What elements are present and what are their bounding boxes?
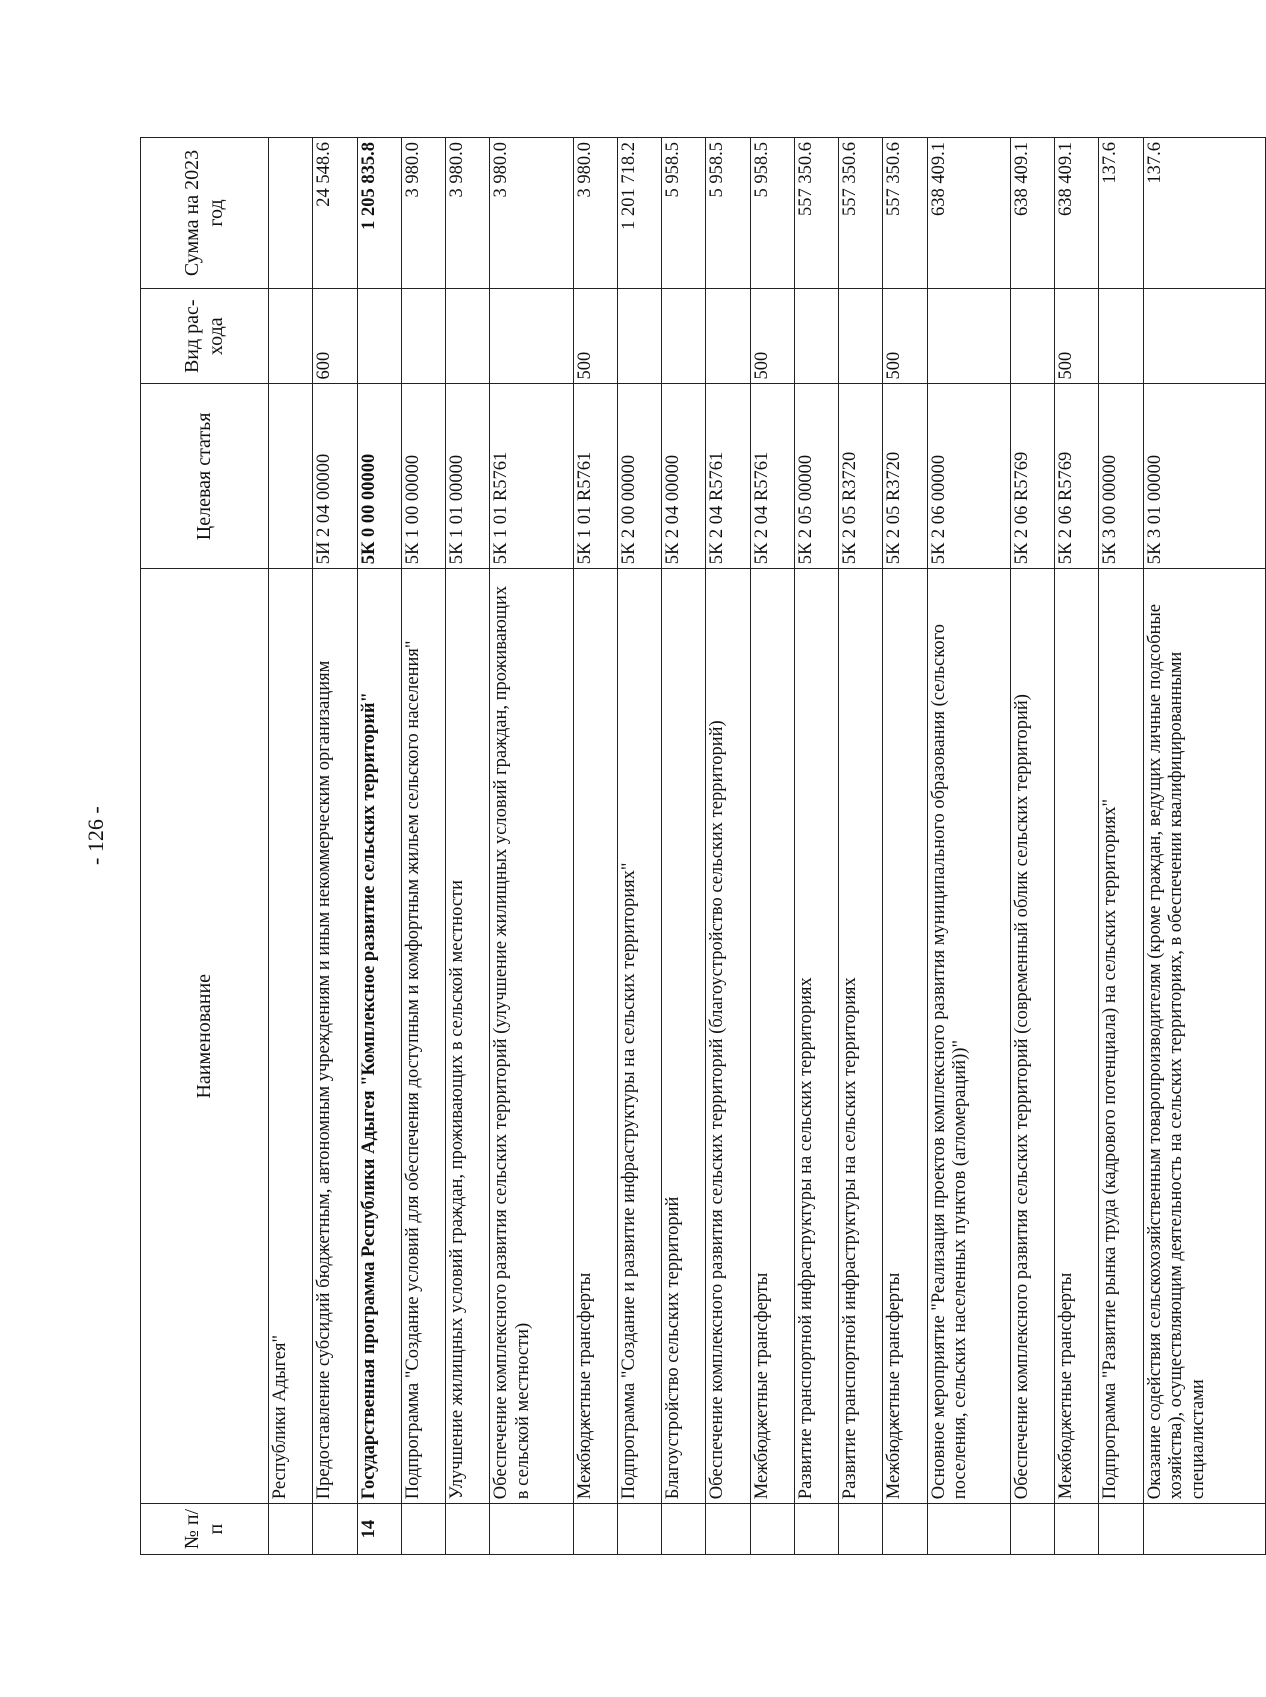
row-number	[313, 1504, 357, 1555]
table-row	[927, 138, 1010, 1555]
rotated-table-container	[140, 137, 1266, 1555]
row-amount: 5 958.5	[662, 138, 706, 289]
row-name: Развитие транспортной инфраструктуры на сельских территориях	[839, 569, 883, 1504]
row-target-code: 5К 3 01 00000	[1143, 384, 1265, 569]
row-target-code: 5К 2 06 R5769	[1055, 384, 1099, 569]
row-amount: 5 958.5	[706, 138, 750, 289]
row-target-code: 5К 1 01 R5761	[573, 384, 617, 569]
table-header-row	[141, 138, 269, 1555]
row-expense-type	[794, 288, 838, 383]
row-target-code: 5К 2 06 R5769	[1010, 384, 1054, 569]
row-number	[927, 1504, 1010, 1555]
row-target-code: 5К 1 01 R5761	[490, 384, 573, 569]
header-name: Наименование	[141, 569, 269, 1504]
row-expense-type	[401, 288, 445, 383]
header-code: Целевая статья	[141, 384, 269, 569]
table-row	[446, 138, 490, 1555]
row-expense-type	[617, 288, 661, 383]
header-sum: Сумма на 2023 год	[141, 138, 269, 289]
row-name: Обеспечение комплексного развития сельских территорий (современный облик сельских территорий)	[1010, 569, 1054, 1504]
row-amount: 1 205 835.8	[357, 138, 401, 289]
row-number	[1055, 1504, 1099, 1555]
row-name: Оказание содействия сельскохозяйственным товаропроизводителям (кроме граждан, ведущих личные подсобные хозяйства), осуществляющим деятельность на сельских территориях, в обеспечении квалифицированными специалистами	[1143, 569, 1265, 1504]
row-number	[1143, 1504, 1265, 1555]
row-amount: 557 350.6	[883, 138, 927, 289]
row-expense-type	[490, 288, 573, 383]
row-number	[706, 1504, 750, 1555]
row-number	[794, 1504, 838, 1555]
row-amount: 3 980.0	[446, 138, 490, 289]
table-row	[706, 138, 750, 1555]
row-name: Предоставление субсидий бюджетным, автономным учреждениям и иным некоммерческим организациям	[313, 569, 357, 1504]
row-target-code: 5И 2 04 00000	[313, 384, 357, 569]
header-vid: Вид рас-хода	[141, 288, 269, 383]
row-name: Обеспечение комплексного развития сельских территорий (благоустройство сельских территорий)	[706, 569, 750, 1504]
row-expense-type	[357, 288, 401, 383]
row-target-code: 5К 3 00 00000	[1099, 384, 1143, 569]
row-name: Подпрограмма "Создание условий для обеспечения доступным и комфортным жильем сельского населения"	[401, 569, 445, 1504]
table-row	[617, 138, 661, 1555]
row-expense-type: 500	[573, 288, 617, 383]
row-target-code: 5К 2 05 R3720	[839, 384, 883, 569]
row-amount: 3 980.0	[573, 138, 617, 289]
table-row	[573, 138, 617, 1555]
row-name: Республики Адыгея"	[269, 569, 313, 1504]
table-row	[794, 138, 838, 1555]
row-number	[839, 1504, 883, 1555]
row-target-code: 5К 1 00 00000	[401, 384, 445, 569]
table-row	[883, 138, 927, 1555]
table-row	[357, 138, 401, 1555]
row-expense-type	[1143, 288, 1265, 383]
row-number: 14	[357, 1504, 401, 1555]
row-amount: 557 350.6	[794, 138, 838, 289]
row-target-code: 5К 2 04 00000	[662, 384, 706, 569]
row-amount: 638 409.1	[1055, 138, 1099, 289]
page-number: - 126 -	[83, 806, 108, 865]
row-target-code	[269, 384, 313, 569]
table-row	[1055, 138, 1099, 1555]
row-target-code: 5К 2 05 R3720	[883, 384, 927, 569]
row-name: Государственная программа Республики Адыгея "Комплексное развитие сельских территорий"	[357, 569, 401, 1504]
row-expense-type	[706, 288, 750, 383]
row-target-code: 5К 2 04 R5761	[706, 384, 750, 569]
row-amount: 5 958.5	[750, 138, 794, 289]
row-amount: 137.6	[1143, 138, 1265, 289]
row-number	[617, 1504, 661, 1555]
row-number	[1010, 1504, 1054, 1555]
row-expense-type: 600	[313, 288, 357, 383]
row-target-code: 5К 2 00 00000	[617, 384, 661, 569]
row-name: Межбюджетные трансферты	[883, 569, 927, 1504]
row-amount: 1 201 718.2	[617, 138, 661, 289]
row-target-code: 5К 0 00 00000	[357, 384, 401, 569]
table-row	[269, 138, 313, 1555]
table-row	[750, 138, 794, 1555]
table-body	[269, 138, 1266, 1555]
row-name: Подпрограмма "Создание и развитие инфраструктуры на сельских территориях"	[617, 569, 661, 1504]
row-expense-type	[839, 288, 883, 383]
table-row	[662, 138, 706, 1555]
row-number	[573, 1504, 617, 1555]
row-amount	[269, 138, 313, 289]
row-expense-type	[662, 288, 706, 383]
row-target-code: 5К 2 05 00000	[794, 384, 838, 569]
row-amount: 3 980.0	[490, 138, 573, 289]
table-row	[1143, 138, 1265, 1555]
row-expense-type	[269, 288, 313, 383]
row-name: Улучшение жилищных условий граждан, проживающих в сельской местности	[446, 569, 490, 1504]
budget-table	[140, 137, 1266, 1555]
table-row	[490, 138, 573, 1555]
row-number	[401, 1504, 445, 1555]
row-expense-type	[1099, 288, 1143, 383]
row-number	[750, 1504, 794, 1555]
row-expense-type	[927, 288, 1010, 383]
row-number	[269, 1504, 313, 1555]
row-name: Обеспечение комплексного развития сельских территорий (улучшение жилищных условий граждан, проживающих в сельской местности)	[490, 569, 573, 1504]
row-expense-type	[1010, 288, 1054, 383]
row-amount: 638 409.1	[927, 138, 1010, 289]
table-row	[401, 138, 445, 1555]
table-row	[1099, 138, 1143, 1555]
row-amount: 24 548.6	[313, 138, 357, 289]
row-amount: 557 350.6	[839, 138, 883, 289]
row-target-code: 5К 2 06 00000	[927, 384, 1010, 569]
row-amount: 3 980.0	[401, 138, 445, 289]
row-amount: 638 409.1	[1010, 138, 1054, 289]
row-name: Межбюджетные трансферты	[1055, 569, 1099, 1504]
row-name: Подпрограмма "Развитие рынка труда (кадрового потенциала) на сельских территориях"	[1099, 569, 1143, 1504]
row-name: Благоустройство сельских территорий	[662, 569, 706, 1504]
row-expense-type: 500	[750, 288, 794, 383]
row-number	[1099, 1504, 1143, 1555]
row-number	[446, 1504, 490, 1555]
row-target-code: 5К 2 04 R5761	[750, 384, 794, 569]
row-target-code: 5К 1 01 00000	[446, 384, 490, 569]
row-name: Межбюджетные трансферты	[573, 569, 617, 1504]
row-expense-type: 500	[1055, 288, 1099, 383]
row-expense-type: 500	[883, 288, 927, 383]
table-row	[839, 138, 883, 1555]
row-number	[883, 1504, 927, 1555]
header-num: № п/п	[141, 1504, 269, 1555]
table-row	[1010, 138, 1054, 1555]
row-amount: 137.6	[1099, 138, 1143, 289]
row-number	[490, 1504, 573, 1555]
row-name: Основное мероприятие "Реализация проектов комплексного развития муниципального образования (сельского поселения, сельских населенных пунктов (агломераций))"	[927, 569, 1010, 1504]
row-expense-type	[446, 288, 490, 383]
table-row	[313, 138, 357, 1555]
row-number	[662, 1504, 706, 1555]
row-name: Развитие транспортной инфраструктуры на сельских территориях	[794, 569, 838, 1504]
row-name: Межбюджетные трансферты	[750, 569, 794, 1504]
